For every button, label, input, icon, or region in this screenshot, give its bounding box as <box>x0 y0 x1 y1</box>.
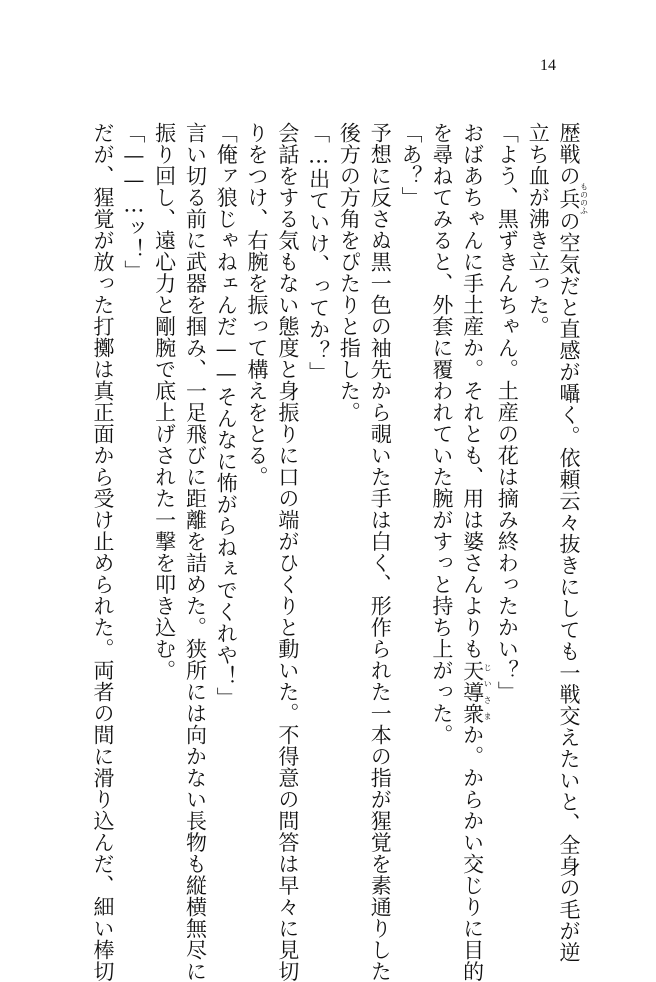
text-run: を尋ねてみると、外套に覆われていた腕がすっと持ち上がった。 <box>429 122 454 746</box>
page-number: 14 <box>540 57 556 74</box>
text-run: か。からかい交じりに目的 <box>460 724 485 982</box>
text-run: 「あ？」 <box>399 122 424 208</box>
ruby-base: 兵 <box>557 182 581 215</box>
text-run: の空気だと直感が囁く。依頼云々抜きにしても一戦交えたいと、全身の毛が逆 <box>557 210 581 963</box>
ruby-base: 天導衆 <box>460 659 485 724</box>
text-run: 会話をする気もない態度と身振りに口の端がひくりと動いた。不得意の問答は早々に見切 <box>275 122 300 982</box>
text-run: 歴戦の <box>557 122 581 187</box>
text-line <box>522 122 553 822</box>
text-line <box>149 122 180 822</box>
ruby-reading: もののふ <box>579 182 589 215</box>
text-run: 「よう、黒ずきんちゃん。土産の花は摘み終わったかい？」 <box>495 122 520 703</box>
text-run: 後方の方角をぴたりと指した。 <box>337 122 362 423</box>
text-run: 「俺ァ狼じゃねェんだ——そんなに怖がらねぇでくれや！」 <box>214 122 239 709</box>
text-run: 「…出ていけ、ってか？」 <box>306 122 331 383</box>
text-line <box>426 122 457 822</box>
text-line <box>180 122 211 982</box>
text-line <box>364 122 395 982</box>
text-line <box>303 122 334 822</box>
text-line <box>210 122 241 822</box>
text-line <box>492 122 523 822</box>
ruby-word <box>460 659 493 725</box>
text-run: だが、猩覚が放った打擲は真正面から受け止められた。両者の間に滑り込んだ、細い棒切 <box>91 122 116 982</box>
text-run: 振り回し、遠心力と剛腕で底上げされた一撃を叩き込む。 <box>152 122 177 681</box>
text-line <box>87 122 118 982</box>
text-line <box>241 122 272 822</box>
text-run: 「——…ッ！」 <box>121 122 146 282</box>
text-line <box>553 122 589 963</box>
text-line <box>395 122 426 822</box>
text-run: 言い切る前に武器を掴み、一足飛びに距離を詰めた。狭所には向かない長物も縦横無尽に <box>183 122 208 982</box>
text-line <box>118 122 149 822</box>
text-line <box>334 122 365 822</box>
novel-text-block <box>68 122 589 982</box>
text-line <box>457 122 493 982</box>
text-run: 立ち血が沸き立った。 <box>526 122 551 337</box>
text-run: おばあちゃんに手土産か。それとも、用は婆さんよりも <box>460 122 485 660</box>
text-run: りをつけ、右腕を振って構えをとる。 <box>245 122 270 488</box>
text-line <box>272 122 303 982</box>
ruby-word <box>557 182 589 215</box>
text-run: 予想に反さぬ黒一色の袖先から覗いた手は白く、形作られた一本の指が猩覚を素通りした <box>368 122 393 982</box>
ruby-reading: じいさま <box>483 659 493 724</box>
